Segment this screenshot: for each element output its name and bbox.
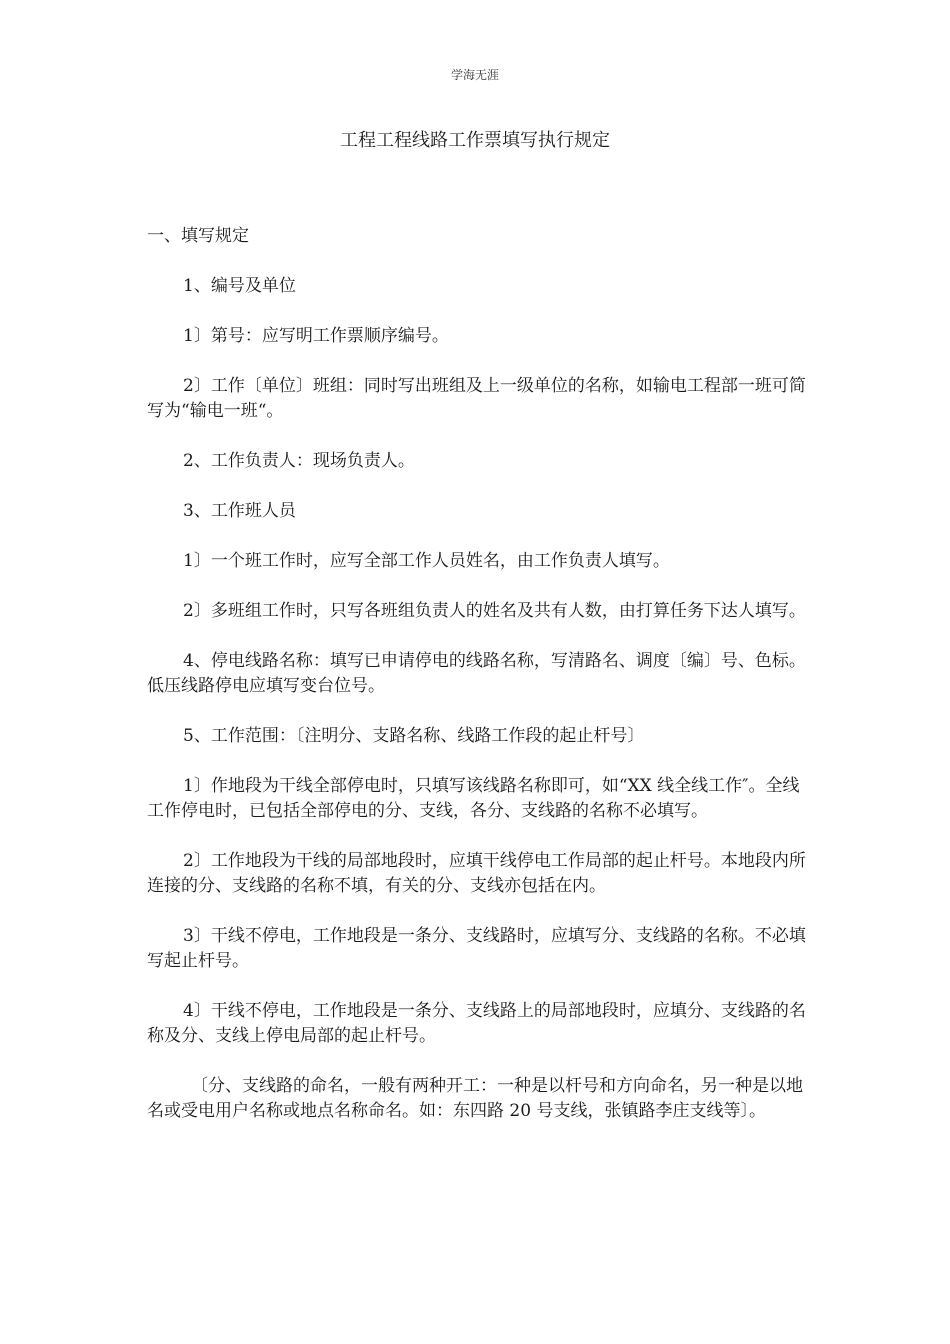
paragraph: 〔分、支线路的命名，一般有两种开工：一种是以杆号和方向命名，另一种是以地名或受电用户名称或地点名称命名。如：东四路 20 号支线，张镇路李庄支线等〕。	[147, 1076, 803, 1121]
paragraph: 2〕工作〔单位〕班组：同时写出班组及上一级单位的名称，如输电工程部一班可简写为“输电一班“。	[147, 376, 806, 421]
paragraph: 1〕作地段为干线全部停电时，只填写该线路名称即可，如“XX 线全线工作″。全线工作停电时，已包括全部停电的分、支线，各分、支线路的名称不必填写。	[147, 776, 800, 821]
paragraph: 1〕一个班工作时，应写全部工作人员姓名，由工作负责人填写。	[183, 551, 670, 571]
section-heading: 一、填写规定	[147, 226, 249, 246]
paragraph: 2〕多班组工作时，只写各班组负责人的姓名及共有人数，由打算任务下达人填写。	[183, 601, 806, 621]
paragraph: 2〕工作地段为干线的局部地段时，应填干线停电工作局部的起止杆号。本地段内所连接的分、支线路的名称不填，有关的分、支线亦包括在内。	[147, 851, 806, 896]
page-header: 学海无涯	[450, 68, 499, 82]
paragraph: 2、工作负责人：现场负责人。	[183, 451, 415, 471]
document-title: 工程工程线路工作票填写执行规定	[340, 130, 610, 151]
document-body	[147, 224, 807, 1149]
paragraph: 4、停电线路名称：填写已申请停电的线路名称，写清路名、调度〔编〕号、色标。低压线路停电应填写变台位号。	[147, 651, 806, 696]
paragraph: 4〕干线不停电，工作地段是一条分、支线路上的局部地段时，应填分、支线路的名称及分、支线上停电局部的起止杆号。	[147, 1001, 806, 1046]
paragraph: 1〕第号：应写明工作票顺序编号。	[183, 326, 449, 346]
paragraph: 1、编号及单位	[183, 276, 296, 296]
paragraph: 5、工作范围：〔注明分、支路名称、线路工作段的起止杆号〕	[183, 726, 645, 746]
paragraph: 3〕干线不停电，工作地段是一条分、支线路时，应填写分、支线路的名称。不必填写起止杆号。	[147, 926, 806, 971]
paragraph: 3、工作班人员	[183, 501, 296, 521]
